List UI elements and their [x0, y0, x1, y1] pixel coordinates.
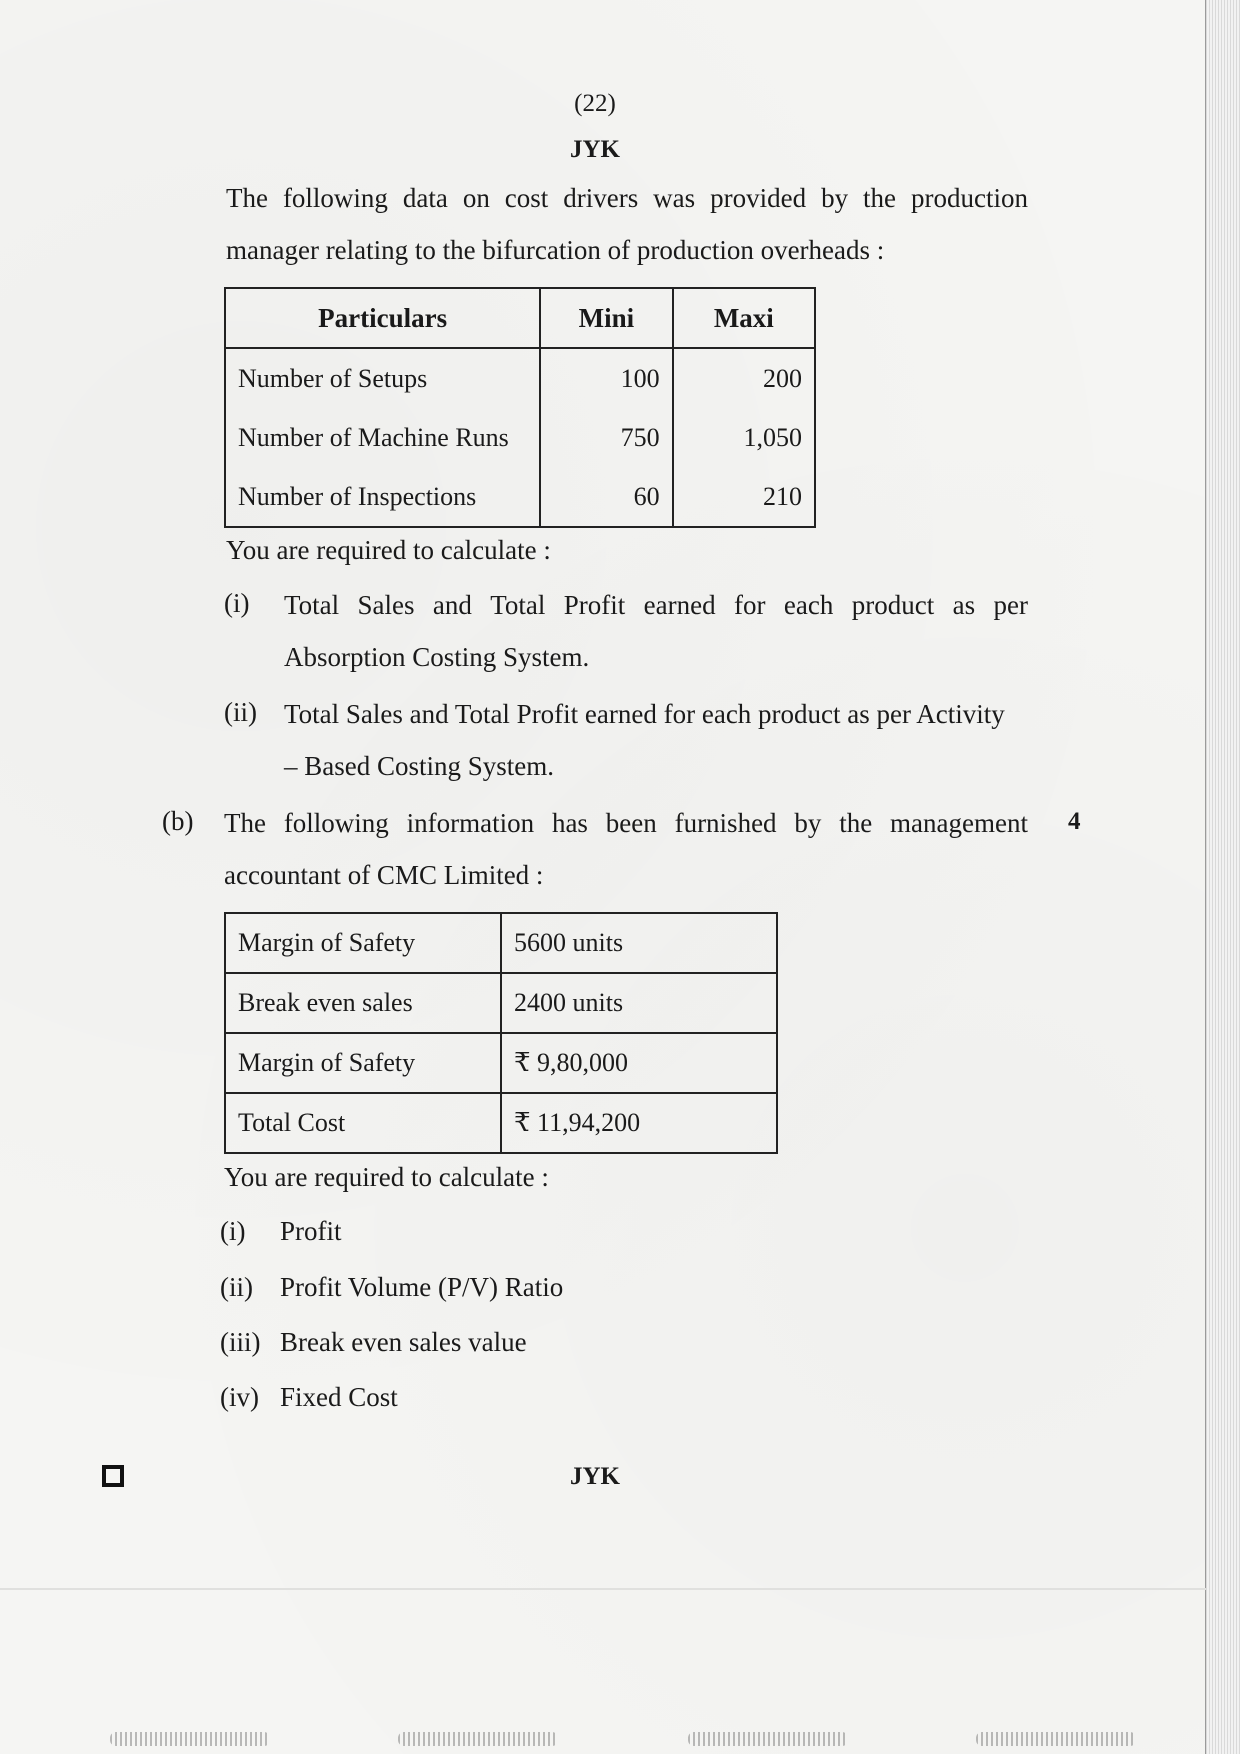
table-cell-value: ₹ 9,80,000	[501, 1033, 777, 1093]
table-cell-maxi: 200	[673, 348, 815, 408]
scan-smudge	[976, 1732, 1136, 1746]
part-a-item-number: (i)	[224, 588, 250, 618]
table-row	[225, 1093, 777, 1153]
word: The	[226, 183, 268, 213]
table-row	[225, 973, 777, 1033]
word: by	[794, 808, 822, 838]
word: management	[890, 808, 1028, 838]
table-cell-label: Margin of Safety	[225, 1033, 501, 1093]
paper-code-header: JYK	[570, 136, 620, 163]
part-a-required-label: You are required to calculate :	[226, 535, 551, 565]
word: the	[863, 183, 897, 213]
part-b-intro-line2: accountant of CMC Limited :	[224, 860, 544, 890]
word: provided	[710, 183, 807, 213]
word: The	[224, 808, 266, 838]
part-a-intro-line2: manager relating to the bifurcation of production overheads :	[226, 235, 885, 265]
part-a-intro	[226, 172, 1028, 276]
table-header-row	[225, 288, 815, 348]
table-cell-label: Total Cost	[225, 1093, 501, 1153]
word: by	[821, 183, 849, 213]
table-row	[225, 467, 815, 527]
part-a-item-i	[284, 579, 1028, 683]
table-cell-particular: Number of Setups	[225, 348, 540, 408]
item-line: Absorption Costing System.	[284, 642, 590, 672]
table-cell-value: ₹ 11,94,200	[501, 1093, 777, 1153]
word: the	[839, 808, 873, 838]
part-b-item-number: (iv)	[220, 1382, 259, 1412]
cost-drivers-table	[224, 287, 816, 528]
paper-code-footer: JYK	[570, 1463, 620, 1490]
word: earned	[643, 590, 716, 620]
part-b-item-number: (i)	[220, 1216, 246, 1246]
part-b-required-label: You are required to calculate :	[224, 1162, 549, 1192]
word: data	[402, 183, 448, 213]
page-fold-line	[0, 1588, 1206, 1590]
word: each	[783, 590, 834, 620]
scan-smudge	[398, 1732, 558, 1746]
table-row	[225, 913, 777, 973]
part-b-intro-line1	[224, 797, 1028, 849]
part-a-item-ii	[284, 688, 1028, 792]
table-row	[225, 408, 815, 467]
item-line: Total Sales and Total Profit earned for each product as per Activity	[284, 699, 1005, 729]
word: following	[282, 183, 388, 213]
word: cost	[504, 183, 549, 213]
word: production	[910, 183, 1028, 213]
table-cell-label: Margin of Safety	[225, 913, 501, 973]
part-b-item-text: Break even sales value	[280, 1327, 527, 1357]
item-line: – Based Costing System.	[284, 751, 555, 781]
part-b-item-text: Fixed Cost	[280, 1382, 398, 1412]
word: been	[605, 808, 657, 838]
part-b-intro	[224, 797, 1028, 901]
part-b-item-number: (ii)	[220, 1272, 253, 1302]
part-b-marks: 4	[1068, 808, 1081, 835]
scan-smudge	[110, 1732, 270, 1746]
table-cell-mini: 100	[540, 348, 672, 408]
table-cell-maxi: 1,050	[673, 408, 815, 467]
word: Sales	[357, 590, 415, 620]
scan-smudge	[688, 1732, 848, 1746]
word: information	[406, 808, 535, 838]
word: on	[462, 183, 490, 213]
word: as	[952, 590, 976, 620]
table-cell-value: 2400 units	[501, 973, 777, 1033]
page-edge-scan-artifact	[1205, 0, 1240, 1754]
word: furnished	[674, 808, 777, 838]
table-cell-mini: 750	[540, 408, 672, 467]
word: has	[551, 808, 588, 838]
cmc-data-table	[224, 912, 778, 1154]
page-number: (22)	[574, 90, 616, 117]
word: drivers	[563, 183, 639, 213]
table-row	[225, 1033, 777, 1093]
word: was	[653, 183, 696, 213]
word: product	[851, 590, 935, 620]
part-b-item-text: Profit Volume (P/V) Ratio	[280, 1272, 564, 1302]
table-cell-particular: Number of Machine Runs	[225, 408, 540, 467]
column-header-mini: Mini	[540, 288, 672, 348]
table-row	[225, 348, 815, 408]
table-cell-value: 5600 units	[501, 913, 777, 973]
word: for	[734, 590, 766, 620]
word: and	[432, 590, 472, 620]
word: Total	[490, 590, 546, 620]
table-cell-mini: 60	[540, 467, 672, 527]
table-cell-particular: Number of Inspections	[225, 467, 540, 527]
part-b-item-text: Profit	[280, 1216, 342, 1246]
part-a-item-number: (ii)	[224, 697, 257, 727]
word: following	[283, 808, 389, 838]
table-cell-label: Break even sales	[225, 973, 501, 1033]
part-b-label: (b)	[162, 806, 194, 836]
word: Profit	[563, 590, 626, 620]
column-header-maxi: Maxi	[673, 288, 815, 348]
word: Total	[284, 590, 340, 620]
item-line	[284, 579, 1028, 631]
column-header-particulars: Particulars	[225, 288, 540, 348]
part-b-item-number: (iii)	[220, 1327, 261, 1357]
part-a-intro-line1	[226, 172, 1028, 224]
word: per	[993, 590, 1028, 620]
table-cell-maxi: 210	[673, 467, 815, 527]
